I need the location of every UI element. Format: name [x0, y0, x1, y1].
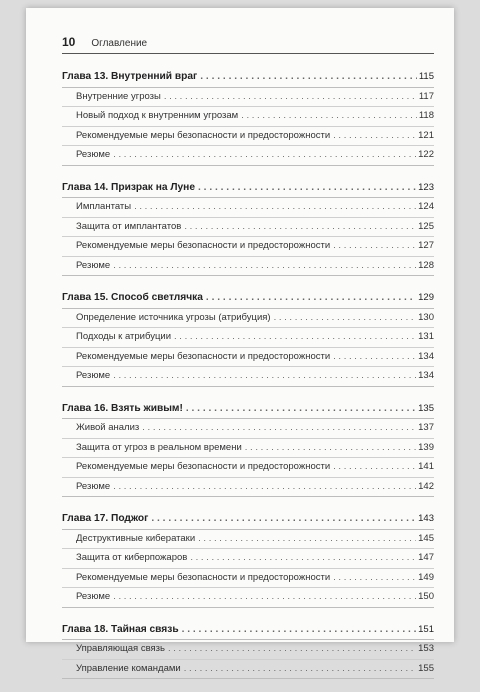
section-page-number: 121 — [418, 129, 434, 141]
section-label: Внутренние угрозы — [76, 90, 161, 102]
dot-leader — [174, 328, 416, 347]
section-label: Управляющая связь — [76, 643, 165, 654]
page-number: 10 — [62, 35, 76, 49]
dot-leader — [113, 367, 416, 386]
section-label: Деструктивные кибератаки — [76, 532, 196, 544]
section-label: Рекомендуемые меры безопасности и предосторожности — [76, 461, 331, 472]
section-page-number: 125 — [418, 220, 434, 232]
section-label: Защита от киберпожаров — [76, 552, 188, 563]
toc-section-entry[interactable] — [62, 366, 434, 386]
section-label: Рекомендуемые меры безопасности и предосторожности — [76, 350, 331, 362]
toc-chapter-entry[interactable] — [62, 179, 434, 198]
dot-leader — [113, 588, 416, 607]
section-page-number: 134 — [418, 370, 434, 381]
toc-chapter — [62, 179, 434, 277]
dot-leader — [333, 348, 416, 367]
dot-leader — [142, 419, 416, 438]
section-label: Резюме — [76, 259, 111, 271]
section-page-number: 141 — [418, 461, 434, 472]
section-label: Защита от угроз в реальном времени — [76, 441, 242, 453]
dot-leader — [245, 439, 416, 458]
toc-chapter — [62, 289, 434, 387]
section-page-number: 137 — [418, 422, 434, 433]
dot-leader — [182, 621, 417, 640]
toc-section-entry[interactable] — [62, 145, 434, 165]
dot-leader — [200, 68, 417, 87]
dot-leader — [333, 237, 416, 256]
chapter-page-number: 123 — [418, 181, 434, 193]
chapter-title: Глава 14. Призрак на Луне — [62, 181, 195, 193]
section-label: Рекомендуемые меры безопасности и предосторожности — [76, 240, 331, 251]
section-page-number: 142 — [418, 480, 434, 492]
chapter-title: Глава 15. Способ светлячка — [62, 292, 203, 303]
section-title: Оглавление — [91, 38, 148, 49]
section-page-number: 117 — [418, 90, 434, 102]
dot-leader — [206, 289, 416, 308]
table-of-contents — [62, 68, 434, 692]
section-label: Определение источника угрозы (атрибуция) — [76, 311, 271, 323]
dot-leader — [168, 640, 416, 659]
section-label: Подходы к атрибуции — [76, 331, 172, 342]
dot-leader — [241, 107, 417, 126]
section-label: Имплантаты — [76, 201, 132, 212]
chapter-page-number: 115 — [418, 71, 434, 82]
chapter-title: Глава 13. Внутренний враг — [62, 71, 198, 82]
chapter-page-number: 135 — [418, 402, 434, 414]
section-label: Рекомендуемые меры безопасности и предосторожности — [76, 129, 331, 141]
dot-leader — [198, 530, 416, 549]
section-page-number: 127 — [418, 240, 434, 251]
section-label: Резюме — [76, 480, 111, 492]
toc-section-entry[interactable] — [62, 529, 434, 549]
dot-leader — [333, 127, 416, 146]
section-page-number: 147 — [418, 552, 434, 563]
section-page-number: 150 — [418, 591, 434, 602]
section-label: Рекомендуемые меры безопасности и предосторожности — [76, 571, 331, 583]
toc-section-entry[interactable] — [62, 659, 434, 679]
toc-section-entry[interactable] — [62, 477, 434, 497]
dot-leader — [113, 257, 416, 276]
chapter-title: Глава 16. Взять живым! — [62, 402, 183, 414]
chapter-title: Глава 17. Поджог — [62, 513, 149, 524]
toc-section-entry[interactable] — [62, 327, 434, 347]
dot-leader — [186, 400, 416, 419]
chapter-page-number: 151 — [418, 623, 434, 635]
toc-section-entry[interactable] — [62, 87, 434, 107]
toc-chapter-entry[interactable] — [62, 621, 434, 640]
section-label: Резюме — [76, 370, 111, 381]
toc-section-entry[interactable] — [62, 568, 434, 588]
dot-leader — [164, 88, 417, 107]
dot-leader — [184, 660, 416, 679]
toc-section-entry[interactable] — [62, 347, 434, 367]
toc-section-entry[interactable] — [62, 587, 434, 607]
section-page-number: 118 — [418, 110, 434, 121]
dot-leader — [190, 549, 416, 568]
dot-leader — [333, 569, 416, 588]
dot-leader — [113, 146, 416, 165]
toc-section-entry[interactable] — [62, 639, 434, 659]
toc-section-entry[interactable] — [62, 457, 434, 477]
section-label: Резюме — [76, 149, 111, 160]
section-page-number: 131 — [418, 331, 434, 342]
toc-chapter — [62, 400, 434, 498]
toc-section-entry[interactable] — [62, 217, 434, 237]
chapter-title: Глава 18. Тайная связь — [62, 623, 179, 635]
section-label: Защита от имплантатов — [76, 220, 182, 232]
toc-chapter-entry[interactable] — [62, 400, 434, 419]
section-page-number: 128 — [418, 259, 434, 271]
toc-section-entry[interactable] — [62, 548, 434, 568]
toc-section-entry[interactable] — [62, 126, 434, 146]
toc-chapter-entry[interactable] — [62, 510, 434, 529]
section-page-number: 139 — [418, 441, 434, 453]
dot-leader — [333, 458, 416, 477]
dot-leader — [113, 478, 416, 497]
toc-chapter — [62, 510, 434, 608]
section-page-number: 122 — [418, 149, 434, 160]
toc-section-entry[interactable] — [62, 256, 434, 276]
section-page-number: 153 — [418, 643, 434, 654]
dot-leader — [134, 198, 416, 217]
section-page-number: 155 — [418, 662, 434, 674]
dot-leader — [151, 510, 416, 529]
section-page-number: 149 — [418, 571, 434, 583]
dot-leader — [198, 179, 416, 198]
section-page-number: 145 — [418, 532, 434, 544]
toc-section-entry[interactable] — [62, 308, 434, 328]
chapter-page-number: 129 — [418, 292, 434, 303]
section-page-number: 130 — [418, 311, 434, 323]
dot-leader — [184, 218, 416, 237]
dot-leader — [274, 309, 417, 328]
section-page-number: 134 — [418, 350, 434, 362]
chapter-page-number: 143 — [418, 513, 434, 524]
toc-chapter-entry[interactable] — [62, 68, 434, 87]
toc-section-entry[interactable] — [62, 106, 434, 126]
book-page — [26, 8, 454, 674]
section-label: Новый подход к внутренним угрозам — [76, 110, 239, 121]
toc-section-entry[interactable] — [62, 418, 434, 438]
toc-chapter-entry[interactable] — [62, 289, 434, 308]
toc-section-entry[interactable] — [62, 438, 434, 458]
section-label: Резюме — [76, 591, 111, 602]
section-label: Управление командами — [76, 662, 181, 674]
running-head — [62, 28, 434, 54]
toc-chapter — [62, 68, 434, 166]
section-page-number: 124 — [418, 201, 434, 212]
section-label: Живой анализ — [76, 422, 140, 433]
toc-section-entry[interactable] — [62, 236, 434, 256]
toc-section-entry[interactable] — [62, 197, 434, 217]
